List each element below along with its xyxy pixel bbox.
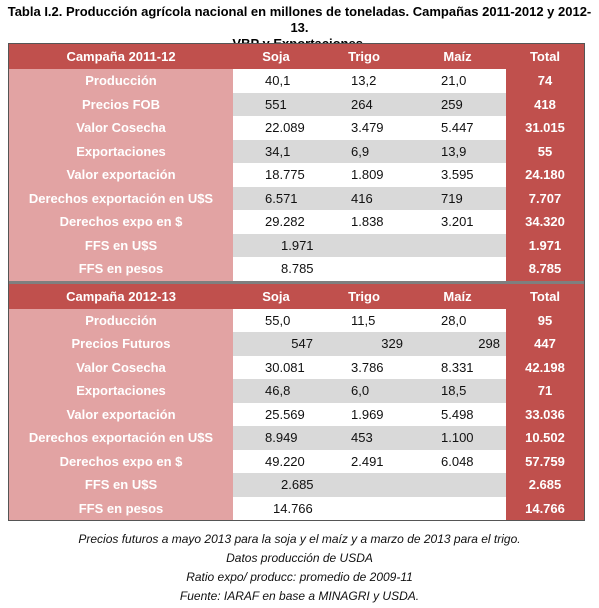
row-label: Precios Futuros — [9, 332, 233, 356]
total-value: 24.180 — [506, 163, 584, 187]
table-row — [9, 257, 584, 281]
note-futures-prices: Precios futuros a mayo 2013 para la soja y el maíz y a marzo de 2013 para el trigo. — [78, 532, 521, 546]
table-row — [9, 93, 584, 117]
maiz-value: 28,0 — [409, 309, 506, 333]
soja-value: 34,1 — [233, 140, 319, 164]
soja-value: 18.775 — [233, 163, 319, 187]
row-label: Derechos exportación en U$S — [9, 426, 233, 450]
total-value: 74 — [506, 69, 584, 93]
total-value: 55 — [506, 140, 584, 164]
trigo-value: 1.969 — [319, 403, 409, 427]
total-value: 2.685 — [506, 473, 584, 497]
row-label: FFS en U$S — [9, 473, 233, 497]
table-row — [9, 332, 584, 356]
row-label: Derechos expo en $ — [9, 210, 233, 234]
table-row — [9, 497, 584, 521]
trigo-value: 416 — [319, 187, 409, 211]
table-row — [9, 163, 584, 187]
table-row — [9, 210, 584, 234]
table-row — [9, 309, 584, 333]
soja-value: 49.220 — [233, 450, 319, 474]
title-line-1: Tabla I.2. Producción agrícola nacional en millones de toneladas. Campañas 2011-2012 y 2012-13. — [7, 4, 592, 35]
maiz-value: 21,0 — [409, 69, 506, 93]
maiz-value: 1.100 — [409, 426, 506, 450]
total-value: 10.502 — [506, 426, 584, 450]
ffs-usd-value: 2.685 — [233, 473, 506, 497]
total-value: 31.015 — [506, 116, 584, 140]
soja-value: 30.081 — [233, 356, 319, 380]
row-label: Exportaciones — [9, 140, 233, 164]
soja-value: 547 — [233, 332, 319, 356]
soja-value: 46,8 — [233, 379, 319, 403]
total-value: 33.036 — [506, 403, 584, 427]
trigo-value: 264 — [319, 93, 409, 117]
soja-value: 40,1 — [233, 69, 319, 93]
maiz-value: 3.201 — [409, 210, 506, 234]
row-label: Derechos exportación en U$S — [9, 187, 233, 211]
maiz-value: 18,5 — [409, 379, 506, 403]
total-header: Total — [506, 284, 584, 309]
table-row — [9, 116, 584, 140]
table-row — [9, 426, 584, 450]
soja-header: Soja — [233, 284, 319, 309]
maiz-value: 259 — [409, 93, 506, 117]
table-row — [9, 69, 584, 93]
section1-header-row — [9, 44, 584, 69]
soja-value: 25.569 — [233, 403, 319, 427]
table-row — [9, 234, 584, 258]
total-value: 7.707 — [506, 187, 584, 211]
row-label: Producción — [9, 69, 233, 93]
table-row — [9, 356, 584, 380]
maiz-value: 5.498 — [409, 403, 506, 427]
trigo-value: 3.479 — [319, 116, 409, 140]
trigo-value: 1.809 — [319, 163, 409, 187]
maiz-value: 8.331 — [409, 356, 506, 380]
maiz-value: 3.595 — [409, 163, 506, 187]
note-source: Fuente: IARAF en base a MINAGRI y USDA. — [179, 589, 420, 603]
row-label: FFS en U$S — [9, 234, 233, 258]
table-row — [9, 450, 584, 474]
soja-header: Soja — [233, 44, 319, 69]
row-label: Precios FOB — [9, 93, 233, 117]
total-value: 8.785 — [506, 257, 584, 281]
row-label: Derechos expo en $ — [9, 450, 233, 474]
soja-value: 8.949 — [233, 426, 319, 450]
row-label: Valor exportación — [9, 403, 233, 427]
table-notes — [0, 530, 599, 606]
total-value: 71 — [506, 379, 584, 403]
maiz-header: Maíz — [409, 284, 506, 309]
ffs-pesos-value: 14.766 — [233, 497, 506, 521]
total-header: Total — [506, 44, 584, 69]
maiz-value: 6.048 — [409, 450, 506, 474]
total-value: 95 — [506, 309, 584, 333]
total-value: 14.766 — [506, 497, 584, 521]
row-label: FFS en pesos — [9, 257, 233, 281]
ffs-usd-value: 1.971 — [233, 234, 506, 258]
total-value: 57.759 — [506, 450, 584, 474]
trigo-value: 1.838 — [319, 210, 409, 234]
total-value: 447 — [506, 332, 584, 356]
trigo-value: 2.491 — [319, 450, 409, 474]
row-label: FFS en pesos — [9, 497, 233, 521]
trigo-value: 11,5 — [319, 309, 409, 333]
soja-value: 551 — [233, 93, 319, 117]
row-label: Valor exportación — [9, 163, 233, 187]
trigo-value: 13,2 — [319, 69, 409, 93]
maiz-header: Maíz — [409, 44, 506, 69]
table-row — [9, 187, 584, 211]
trigo-value: 6,0 — [319, 379, 409, 403]
row-label: Exportaciones — [9, 379, 233, 403]
production-table — [8, 43, 585, 521]
soja-value: 55,0 — [233, 309, 319, 333]
section2-header-row — [9, 284, 584, 309]
trigo-value: 3.786 — [319, 356, 409, 380]
soja-value: 29.282 — [233, 210, 319, 234]
note-production-source: Datos producción de USDA — [226, 551, 373, 565]
soja-value: 22.089 — [233, 116, 319, 140]
total-value: 34.320 — [506, 210, 584, 234]
trigo-value: 6,9 — [319, 140, 409, 164]
maiz-value: 13,9 — [409, 140, 506, 164]
table-row — [9, 403, 584, 427]
trigo-value: 329 — [319, 332, 409, 356]
row-label: Producción — [9, 309, 233, 333]
maiz-value: 298 — [409, 332, 506, 356]
campaign-2012-13-header: Campaña 2012-13 — [9, 284, 233, 309]
table-row — [9, 140, 584, 164]
trigo-header: Trigo — [319, 44, 409, 69]
maiz-value: 5.447 — [409, 116, 506, 140]
total-value: 418 — [506, 93, 584, 117]
soja-value: 6.571 — [233, 187, 319, 211]
trigo-header: Trigo — [319, 284, 409, 309]
table-row — [9, 379, 584, 403]
total-value: 42.198 — [506, 356, 584, 380]
row-label: Valor Cosecha — [9, 356, 233, 380]
maiz-value: 719 — [409, 187, 506, 211]
row-label: Valor Cosecha — [9, 116, 233, 140]
campaign-2011-12-header: Campaña 2011-12 — [9, 44, 233, 69]
trigo-value: 453 — [319, 426, 409, 450]
table-row — [9, 473, 584, 497]
total-value: 1.971 — [506, 234, 584, 258]
note-ratio: Ratio expo/ producc: promedio de 2009-11 — [186, 570, 413, 584]
ffs-pesos-value: 8.785 — [233, 257, 506, 281]
